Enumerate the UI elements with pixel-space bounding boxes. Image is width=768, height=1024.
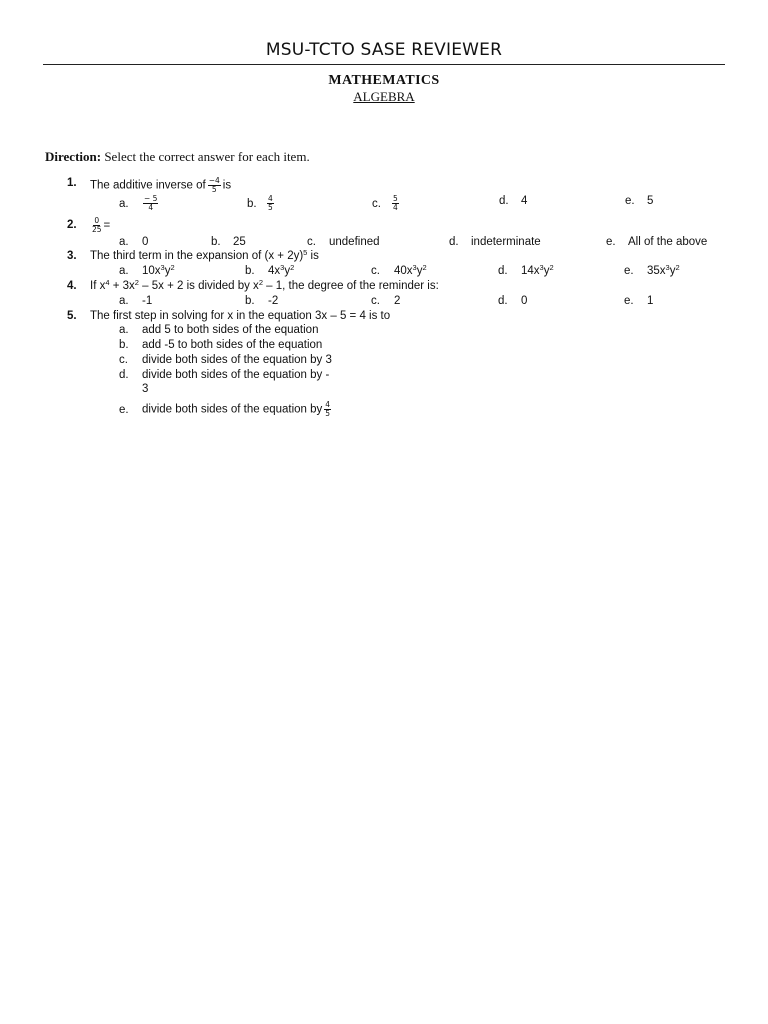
option-text: divide both sides of the equation by bbox=[142, 403, 323, 416]
fraction bbox=[267, 195, 274, 212]
option-d-continuation: 3 bbox=[142, 383, 149, 395]
question-text-part: – 1, the degree of the reminder is: bbox=[262, 280, 439, 292]
option-d[interactable] bbox=[498, 265, 554, 277]
question-text bbox=[90, 217, 110, 234]
exponent: 3 bbox=[412, 263, 417, 272]
option-e[interactable] bbox=[606, 236, 707, 248]
exponent: 3 bbox=[280, 263, 285, 272]
option-b[interactable] bbox=[211, 236, 246, 248]
question-text: The first step in solving for x in the equation 3x – 5 = 4 is to bbox=[90, 310, 391, 322]
option-e[interactable] bbox=[624, 295, 653, 307]
option-text: 40x bbox=[394, 265, 413, 277]
option-letter: a. bbox=[119, 265, 129, 277]
fraction-denominator: 5 bbox=[325, 409, 331, 418]
option-b[interactable] bbox=[245, 295, 278, 307]
direction-label: Direction: bbox=[45, 149, 102, 164]
option-text: y bbox=[284, 265, 291, 277]
option-letter: e. bbox=[119, 403, 129, 416]
option-e[interactable] bbox=[119, 401, 333, 418]
option-text: 1 bbox=[647, 295, 654, 307]
exponent: 2 bbox=[170, 263, 175, 272]
fraction-denominator: 4 bbox=[393, 203, 398, 212]
fraction bbox=[324, 401, 331, 418]
fraction-numerator: −4 bbox=[208, 176, 220, 185]
exponent: 3 bbox=[160, 263, 165, 272]
option-text: 0 bbox=[521, 295, 528, 307]
subject-heading: MATHEMATICS bbox=[328, 73, 440, 88]
exponent: 2 bbox=[675, 263, 680, 272]
header-divider bbox=[43, 64, 725, 65]
exponent: 5 bbox=[303, 248, 308, 257]
option-letter: d. bbox=[498, 265, 508, 277]
option-a[interactable] bbox=[119, 195, 160, 212]
option-letter: a. bbox=[119, 197, 129, 210]
option-letter: c. bbox=[371, 265, 380, 277]
question-number: 1. bbox=[67, 177, 77, 189]
option-d[interactable] bbox=[499, 195, 527, 207]
option-text: 35x bbox=[647, 265, 666, 277]
option-text: -1 bbox=[142, 295, 153, 307]
option-text: All of the above bbox=[628, 236, 708, 248]
option-letter: e. bbox=[625, 195, 635, 207]
fraction-numerator: 4 bbox=[325, 400, 331, 409]
option-letter: b. bbox=[119, 339, 129, 351]
option-letter: a. bbox=[119, 295, 129, 307]
option-text: 0 bbox=[142, 236, 149, 248]
exponent: 3 bbox=[539, 263, 544, 272]
option-e[interactable] bbox=[624, 265, 680, 277]
fraction bbox=[92, 217, 102, 234]
option-text: add 5 to both sides of the equation bbox=[142, 324, 319, 336]
option-letter: b. bbox=[247, 197, 257, 210]
option-text: 10x bbox=[142, 265, 161, 277]
question-text bbox=[90, 177, 231, 194]
fraction bbox=[392, 195, 399, 212]
question-text-part: + 3x bbox=[109, 280, 135, 292]
question-number: 2. bbox=[67, 219, 77, 231]
option-text: 4x bbox=[268, 265, 281, 277]
option-letter: c. bbox=[307, 236, 316, 248]
exponent: 2 bbox=[134, 278, 139, 287]
question-text-part: The additive inverse of bbox=[90, 179, 206, 192]
option-a[interactable] bbox=[119, 236, 148, 248]
option-b[interactable] bbox=[119, 339, 322, 351]
option-letter: b. bbox=[245, 295, 255, 307]
fraction bbox=[208, 177, 221, 194]
option-text: 14x bbox=[521, 265, 540, 277]
option-c[interactable] bbox=[371, 265, 427, 277]
option-text: 4 bbox=[521, 195, 528, 207]
fraction-numerator: 5 bbox=[393, 194, 398, 203]
option-d[interactable] bbox=[449, 236, 541, 248]
option-letter: e. bbox=[624, 295, 634, 307]
option-letter: d. bbox=[498, 295, 508, 307]
exponent: 2 bbox=[258, 278, 263, 287]
option-letter: b. bbox=[245, 265, 255, 277]
option-letter: a. bbox=[119, 324, 129, 336]
option-e[interactable] bbox=[625, 195, 653, 207]
question-text-part: = bbox=[103, 219, 111, 232]
fraction-denominator: 5 bbox=[268, 203, 273, 212]
option-letter: c. bbox=[371, 295, 380, 307]
option-text: y bbox=[669, 265, 676, 277]
question-text-part: is bbox=[222, 179, 232, 192]
option-letter: c. bbox=[372, 197, 381, 210]
question-number: 5. bbox=[67, 310, 77, 322]
topic-label: ALGEBRA bbox=[353, 89, 415, 104]
question-text-part: If x bbox=[90, 280, 106, 292]
exponent: 4 bbox=[105, 278, 110, 287]
option-text: -2 bbox=[268, 295, 279, 307]
topic-heading bbox=[0, 89, 768, 105]
option-d[interactable] bbox=[119, 369, 329, 381]
fraction-denominator: 25 bbox=[92, 225, 102, 234]
fraction-denominator: 5 bbox=[211, 185, 217, 194]
option-letter: d. bbox=[499, 195, 509, 207]
question-text-part: – 5x + 2 is divided by x bbox=[138, 280, 259, 292]
option-text: add -5 to both sides of the equation bbox=[142, 339, 323, 351]
exponent: 3 bbox=[665, 263, 670, 272]
question-number: 4. bbox=[67, 280, 77, 292]
fraction-denominator: 4 bbox=[148, 203, 154, 212]
option-text: y bbox=[164, 265, 171, 277]
option-b[interactable] bbox=[247, 195, 276, 212]
exponent: 2 bbox=[549, 263, 554, 272]
option-text: divide both sides of the equation by 3 bbox=[142, 354, 332, 366]
option-d[interactable] bbox=[498, 295, 527, 307]
exponent: 2 bbox=[422, 263, 427, 272]
option-text: y bbox=[416, 265, 423, 277]
question-number: 3. bbox=[67, 250, 77, 262]
option-letter: e. bbox=[624, 265, 634, 277]
option-letter: c. bbox=[119, 354, 128, 366]
document-title: MSU-TCTO SASE REVIEWER bbox=[265, 40, 503, 60]
option-c[interactable] bbox=[372, 195, 401, 212]
option-text: 25 bbox=[233, 236, 246, 248]
option-text: 5 bbox=[647, 195, 654, 207]
option-text: 2 bbox=[394, 295, 401, 307]
question-text bbox=[90, 280, 439, 292]
direction-text: Select the correct answer for each item. bbox=[104, 149, 310, 164]
option-letter: d. bbox=[449, 236, 459, 248]
fraction bbox=[143, 195, 158, 212]
option-c[interactable] bbox=[371, 295, 400, 307]
option-letter: e. bbox=[606, 236, 616, 248]
option-a[interactable] bbox=[119, 265, 175, 277]
option-text: divide both sides of the equation by - bbox=[142, 369, 330, 381]
option-letter: d. bbox=[119, 369, 129, 381]
option-b[interactable] bbox=[245, 265, 294, 277]
option-text: undefined bbox=[329, 236, 380, 248]
option-letter: a. bbox=[119, 236, 129, 248]
exponent: 2 bbox=[290, 263, 295, 272]
option-a[interactable] bbox=[119, 324, 318, 336]
fraction-numerator: − 5 bbox=[144, 194, 158, 203]
option-text: y bbox=[543, 265, 550, 277]
option-letter: b. bbox=[211, 236, 221, 248]
fraction-numerator: 0 bbox=[94, 216, 100, 225]
option-c[interactable] bbox=[119, 354, 332, 366]
option-text: indeterminate bbox=[471, 236, 541, 248]
question-text bbox=[90, 250, 319, 262]
option-a[interactable] bbox=[119, 295, 152, 307]
question-text-part: is bbox=[307, 250, 319, 262]
option-c[interactable] bbox=[307, 236, 380, 248]
direction-line bbox=[45, 149, 310, 165]
fraction-numerator: 4 bbox=[268, 194, 273, 203]
question-text-part: The third term in the expansion of (x + 2y) bbox=[90, 250, 304, 262]
